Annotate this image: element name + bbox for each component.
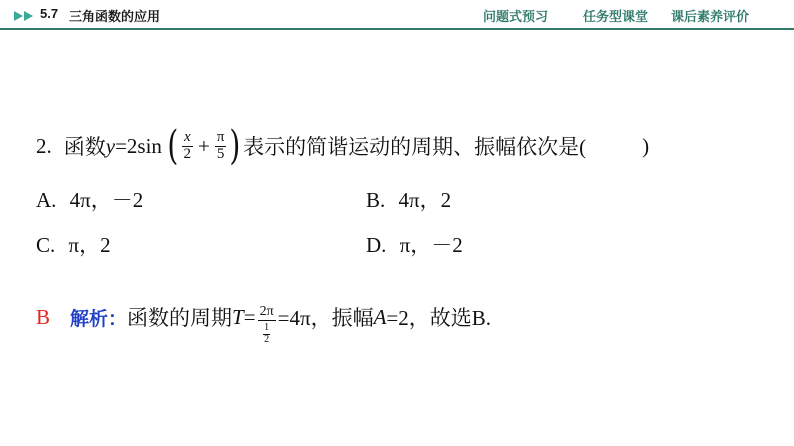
option-d-text: π，－2 [399,233,463,257]
period-frac-numerator: 2π [258,305,276,322]
question-prefix: 函数 [63,135,106,159]
frac1-denominator: 2 [183,145,192,162]
solution-line [36,286,491,348]
option-a-text: 4π，－2 [69,188,144,212]
solution-text-2: =4π，振幅 [277,306,374,330]
period-fraction [258,305,276,346]
inner-frac-numerator: 1 [264,322,270,334]
solution-text-1: 函数的周期 [127,306,233,330]
header-bar [0,0,794,30]
option-b[interactable] [366,184,451,214]
fraction-x-over-2 [182,130,194,163]
equals-coef: =2sin [115,133,162,158]
option-d[interactable] [366,229,463,259]
period-frac-denominator [263,321,270,345]
question-close-paren: ) [642,133,650,158]
right-paren: ) [229,123,241,169]
equals-1: = [243,304,256,329]
option-b-label: B. [366,188,386,212]
frac2-numerator: π [216,128,225,145]
frac1-numerator: x [183,128,191,145]
solution-label: 解析： [70,307,128,330]
option-d-label: D. [366,233,387,257]
left-paren: ( [167,123,179,169]
question-suffix: 表示的简谐运动的周期、振幅依次是( [243,135,587,159]
header-divider [0,28,794,32]
nav-preview-tab[interactable]: 问题式预习 [483,10,549,25]
question-number: 2. [36,133,52,158]
option-c[interactable] [36,229,111,259]
question-stem [36,120,649,172]
option-c-label: C. [36,233,56,257]
inner-frac-denominator: 2 [264,333,270,345]
option-a[interactable] [36,184,143,214]
option-c-text: π，2 [68,233,111,257]
section-number: 5.7 [40,6,59,21]
chapter-title: 三角函数的应用 [69,10,161,25]
var-a: A [373,304,387,329]
plus-sign: + [198,133,210,158]
solution-text-3: =2，故选B. [386,306,492,330]
var-y: y [105,133,116,158]
option-a-label: A. [36,188,57,212]
option-b-text: 4π，2 [398,188,452,212]
double-arrow-icon [14,11,36,21]
answer-letter: B [36,304,51,329]
fraction-pi-over-5 [215,130,227,163]
nav-classroom-tab[interactable]: 任务型课堂 [583,10,649,25]
frac2-denominator: 5 [216,145,225,162]
nav-evaluation-tab[interactable]: 课后素养评价 [671,10,750,25]
var-t: T [232,304,244,329]
